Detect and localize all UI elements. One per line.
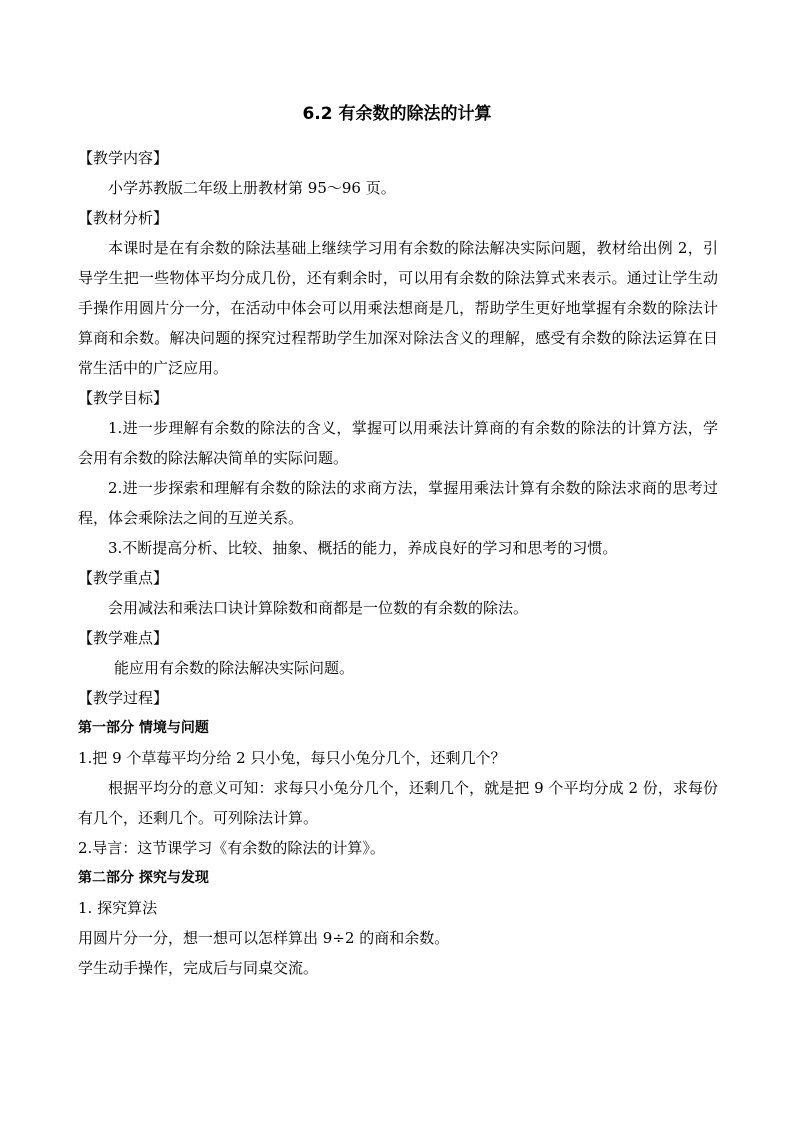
part-2-line-1: 用圆片分一分，想一想可以怎样算出 9÷2 的商和余数。 bbox=[78, 929, 450, 947]
analysis-paragraph: 本课时是在有余数的除法基础上继续学习用有余数的除法解决实际问题，教材给出例 2，引导学生把一些物体平均分成几份，还有剩余时，可以用有余数的除法算式来表示。通过让学生动手操作用圆片分一分，在活动中体会可以用乘法想商是几，帮助学生更好地掌握有余数的除法计算商和余数。解决问题的探究过程帮助学生加深对除法含义的理解，感受有余数的除法运算在日常生活中的广泛应用。 bbox=[78, 239, 718, 377]
goal-item-3: 3.不断提高分析、比较、抽象、概括的能力，养成良好的学习和思考的习惯。 bbox=[108, 539, 618, 557]
part-2-heading: 第二部分 探究与发现 bbox=[78, 870, 209, 886]
content-paragraph: 小学苏教版二年级上册教材第 95～96 页。 bbox=[108, 179, 396, 197]
document-body bbox=[78, 143, 718, 983]
part-2-item-1: 1. 探究算法 bbox=[78, 899, 158, 917]
goal-item-2: 2.进一步探索和理解有余数的除法的求商方法，掌握用乘法计算有余数的除法求商的思考过程，体会乘除法之间的互逆关系。 bbox=[78, 479, 718, 527]
section-heading-process: 【教学过程】 bbox=[78, 689, 169, 707]
section-heading-key-points: 【教学重点】 bbox=[78, 569, 169, 587]
section-heading-goals: 【教学目标】 bbox=[78, 389, 169, 407]
part-1-heading: 第一部分 情境与问题 bbox=[78, 720, 209, 736]
difficulty-paragraph: 能应用有余数的除法解决实际问题。 bbox=[114, 659, 355, 677]
key-points-paragraph: 会用减法和乘法口诀计算除数和商都是一位数的有余数的除法。 bbox=[108, 599, 529, 617]
part-2-line-2: 学生动手操作，完成后与同桌交流。 bbox=[78, 959, 319, 977]
section-heading-content: 【教学内容】 bbox=[78, 149, 169, 167]
document-title: 6.2 有余数的除法的计算 bbox=[302, 104, 492, 124]
section-heading-difficulty: 【教学难点】 bbox=[78, 629, 169, 647]
part-1-item-1-explanation: 根据平均分的意义可知：求每只小兔分几个，还剩几个，就是把 9 个平均分成 2 份，求每份有几个，还剩几个。可列除法计算。 bbox=[78, 779, 718, 827]
section-heading-analysis: 【教材分析】 bbox=[78, 209, 169, 227]
goal-item-1: 1.进一步理解有余数的除法的含义，掌握可以用乘法计算商的有余数的除法的计算方法，学会用有余数的除法解决简单的实际问题。 bbox=[78, 419, 718, 467]
part-1-item-2: 2.导言：这节课学习《有余数的除法的计算》。 bbox=[78, 839, 385, 857]
part-1-item-1: 1.把 9 个草莓平均分给 2 只小兔，每只小兔分几个，还剩几个？ bbox=[78, 749, 506, 767]
